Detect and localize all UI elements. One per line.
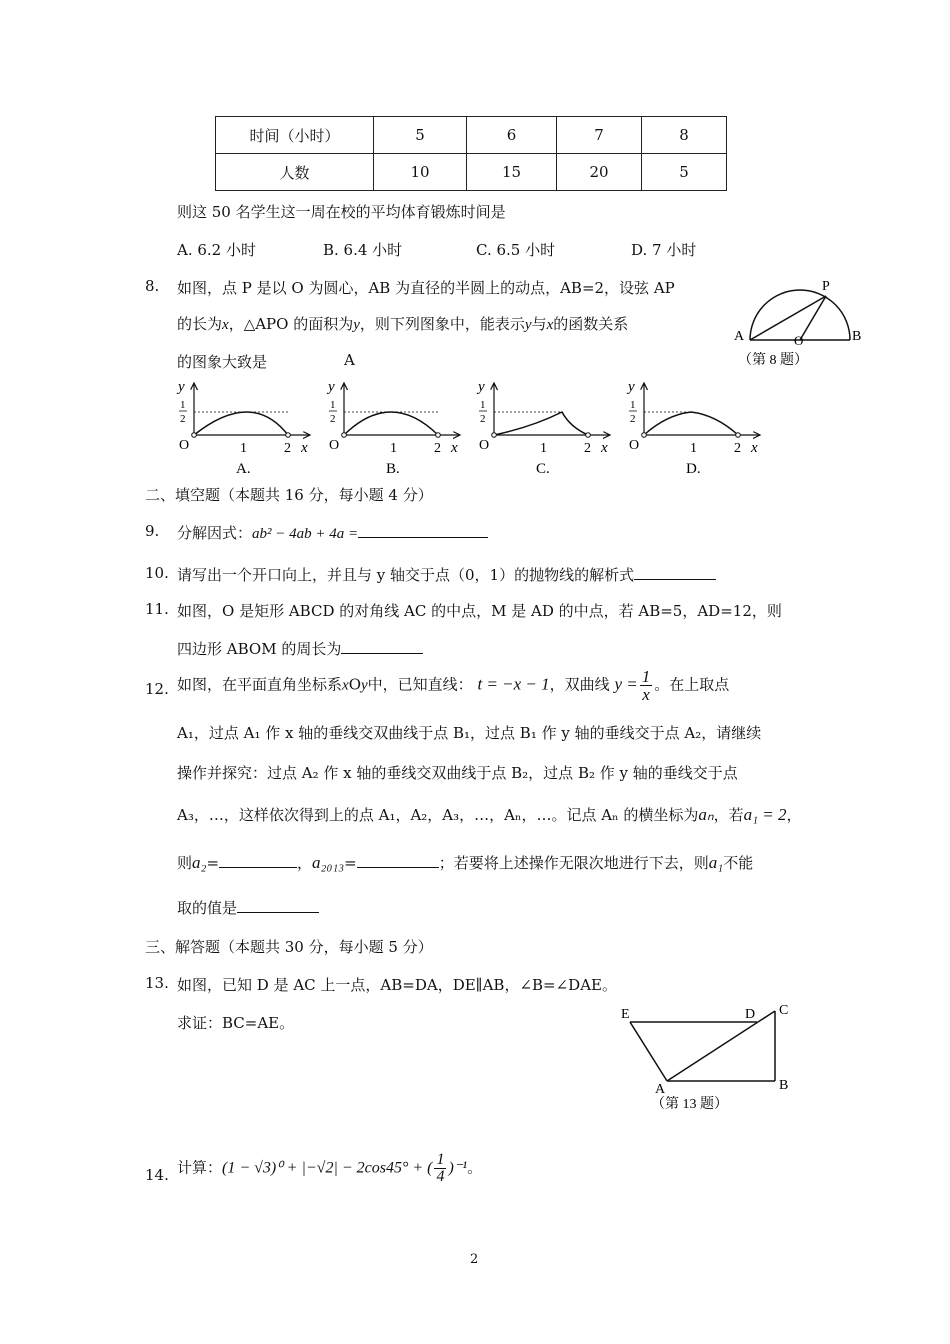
q9-number: 9. [145, 522, 160, 540]
svg-text:2: 2 [584, 441, 591, 456]
q10-text: 请写出一个开口向上，并且与 y 轴交于点（0，1）的抛物线的解析式 [177, 564, 716, 585]
page-number: 2 [470, 1252, 479, 1267]
svg-text:y: y [328, 379, 335, 395]
svg-text:2: 2 [630, 413, 636, 425]
q8-line2: 的长为x，△APO 的面积为y，则下列图象中，能表示y与x的函数关系 [177, 315, 629, 333]
table-cell: 5 [642, 154, 727, 191]
svg-text:2: 2 [480, 413, 486, 425]
point-p-label: P [822, 279, 830, 294]
svg-text:O: O [179, 438, 190, 453]
q14-number: 14. [145, 1166, 169, 1184]
svg-text:2: 2 [284, 441, 291, 456]
point-a-label: A [734, 329, 745, 344]
svg-text:2: 2 [434, 441, 441, 456]
svg-text:x: x [451, 440, 458, 456]
svg-text:O: O [629, 438, 640, 453]
q12-line5: 则a₂= ，a₂₀₁₃= ；若要将上述操作无限次地进行下去，则a₁不能 [177, 853, 754, 872]
graph-label: B. [386, 461, 400, 477]
graph-label: C. [536, 461, 550, 477]
q9-text: 分解因式：ab² − 4ab + 4a = [177, 522, 488, 543]
svg-text:1: 1 [540, 441, 547, 456]
q12-line6: 取的值是 [177, 897, 319, 918]
svg-text:x: x [301, 440, 308, 456]
graph-a [176, 379, 310, 477]
svg-text:2: 2 [330, 413, 336, 425]
graph-c [476, 379, 610, 477]
table-cell: 时间（小时） [216, 117, 374, 154]
q7-option-d: D. 7 小时 [631, 241, 697, 259]
svg-text:1: 1 [390, 441, 397, 456]
svg-text:x: x [751, 440, 758, 456]
svg-text:y: y [178, 379, 185, 395]
table-cell: 人数 [216, 154, 374, 191]
q7-option-c: C. 6.5 小时 [476, 241, 556, 259]
q8-answer: A [344, 351, 355, 369]
figure-caption: （第 13 题） [651, 1097, 728, 1112]
svg-text:1: 1 [180, 399, 186, 411]
point-d-label: D [745, 1007, 756, 1022]
svg-text:1: 1 [630, 399, 636, 411]
point-c-label: C [779, 1003, 789, 1018]
svg-text:2: 2 [734, 441, 741, 456]
table-cell: 6 [467, 117, 557, 154]
point-b-label: B [779, 1078, 789, 1093]
svg-text:1: 1 [480, 399, 486, 411]
table-row [216, 154, 727, 191]
q12-line2: A₁，过点 A₁ 作 x 轴的垂线交双曲线于点 B₁，过点 B₁ 作 y 轴的垂线交于点 A₂，请继续 [177, 724, 762, 742]
svg-text:1: 1 [240, 441, 247, 456]
q10-number: 10. [145, 564, 169, 582]
section3-heading: 三、解答题（本题共 30 分，每小题 5 分） [145, 938, 433, 956]
table-cell: 20 [557, 154, 642, 191]
table-cell: 10 [374, 154, 467, 191]
point-a-label: A [655, 1082, 666, 1097]
q12-line4: A₃，…，这样依次得到上的点 A₁，A₂，A₃，…，Aₙ，…。记点 Aₙ 的横坐标为aₙ，若a₁ = 2， [177, 805, 802, 824]
semicircle-figure [730, 270, 870, 375]
graph-d [626, 379, 760, 477]
svg-text:O: O [329, 438, 340, 453]
table-cell: 15 [467, 154, 557, 191]
q13-number: 13. [145, 974, 169, 992]
table-cell: 8 [642, 117, 727, 154]
svg-text:O: O [479, 438, 490, 453]
q11-line1: 如图，O 是矩形 ABCD 的对角线 AC 的中点，M 是 AD 的中点，若 AB=5，AD=12，则 [177, 602, 782, 620]
section2-heading: 二、填空题（本题共 16 分，每小题 4 分） [145, 486, 433, 504]
exercise-time-table [215, 116, 727, 191]
table-cell: 5 [374, 117, 467, 154]
svg-text:1: 1 [330, 399, 336, 411]
table-cell: 7 [557, 117, 642, 154]
svg-text:x: x [601, 440, 608, 456]
point-o-label: O [794, 333, 804, 348]
q11-number: 11. [145, 600, 169, 618]
graph-label: A. [236, 461, 251, 477]
q7-stem: 则这 50 名学生这一周在校的平均体育锻炼时间是 [177, 203, 506, 221]
q8-line3: 的图象大致是 [177, 353, 268, 371]
q11-line2: 四边形 ABOM 的周长为 [177, 638, 423, 659]
q8-graph-options [170, 375, 780, 480]
svg-text:y: y [628, 379, 635, 395]
q8-line1: 如图，点 P 是以 O 为圆心，AB 为直径的半圆上的动点，AB=2，设弦 AP [177, 279, 675, 297]
q7-option-b: B. 6.4 小时 [323, 241, 403, 259]
figure-caption: （第 8 题） [738, 353, 808, 368]
q7-option-a: A. 6.2 小时 [177, 241, 256, 259]
svg-text:y: y [478, 379, 485, 395]
graph-b [326, 379, 460, 477]
q13-line2: 求证：BC=AE。 [177, 1014, 295, 1032]
q12-number: 12. [145, 680, 169, 698]
svg-text:1: 1 [690, 441, 697, 456]
q13-figure [615, 998, 800, 1118]
q14-text: 计算：(1 − √3)⁰ + |−√2| − 2cos45° + ( $\frac{1}{4}$ )⁻¹。 [177, 1151, 483, 1185]
q13-line1: 如图，已知 D 是 AC 上一点，AB=DA，DE∥AB，∠B=∠DAE。 [177, 976, 617, 994]
point-b-label: B [852, 329, 862, 344]
table-row [216, 117, 727, 154]
point-e-label: E [621, 1007, 630, 1022]
q12-line3: 操作并探究：过点 A₂ 作 x 轴的垂线交双曲线于点 B₂，过点 B₂ 作 y 轴的垂线交于点 [177, 764, 738, 782]
q8-number: 8. [145, 277, 160, 295]
graph-label: D. [686, 461, 701, 477]
q12-line1: 如图，在平面直角坐标系xOy中，已知直线： t = −x − 1，双曲线 y = $\frac{1}{x}$ 。在上取点 [177, 667, 730, 704]
svg-text:2: 2 [180, 413, 186, 425]
